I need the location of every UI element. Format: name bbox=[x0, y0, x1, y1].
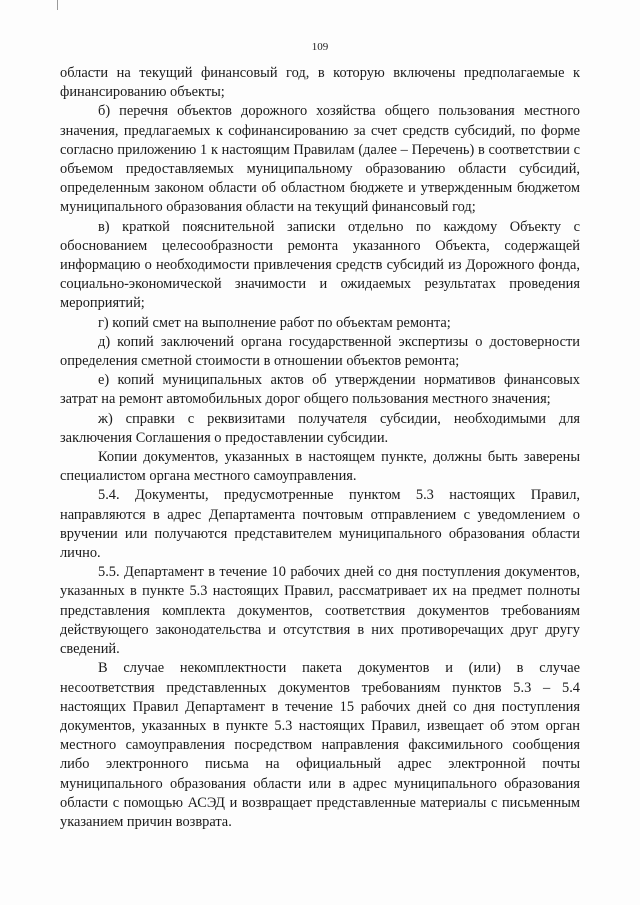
scan-edge-mark bbox=[57, 0, 58, 10]
paragraph-item-zh: ж) справки с реквизитами получателя субсидии, необходимыми для заключения Соглашения о предоставлении субсидии. bbox=[60, 410, 580, 446]
paragraph-item-g: г) копий смет на выполнение работ по объектам ремонта; bbox=[98, 314, 451, 331]
paragraph-copies-certified: Копии документов, указанных в настоящем пункте, должны быть заверены специалистом органа местного самоуправления. bbox=[60, 449, 580, 485]
paragraph-continuation: области на текущий финансовый год, в которую включены предполагаемые к финансированию объекты; bbox=[60, 65, 580, 101]
paragraph-item-d: д) копий заключений органа государственной экспертизы о достоверности определения сметной стоимости в отношении объектов ремонта; bbox=[60, 333, 580, 370]
paragraph-incompleteness: В случае некомплектности пакета документов и (или) в случае несоответствия представленных документов требованиям пунктов 5.3 – 5.4 настоящих Правил Департамент в течение 15 рабочих дней со дня поступления документов, указанных в пункте 5.3 настоящих Правил, извещает об этом орган местного самоуправления посредством направления факсимильного сообщения либо электронного письма на официальный адрес электронной почты муниципального образования области или в адрес муниципального образования области с помощью АСЭД и возвращает представленные материалы с письменным указанием причин возврата. bbox=[60, 660, 580, 830]
paragraph-item-b: б) перечня объектов дорожного хозяйства общего пользования местного значения, предлагаемых к софинансированию за счет средств субсидий, по форме согласно приложению 1 к настоящим Правилам (далее – Перечень) в соответствии с объемом предоставляемых муниципальному образованию области субсидий, определенным законом области об областном бюджете и утвержденным бюджетом муниципального образования области на текущий финансовый год; bbox=[60, 103, 580, 216]
page-number: 109 bbox=[311, 41, 329, 53]
paragraph-5-5: 5.5. Департамент в течение 10 рабочих дней со дня поступления документов, указанных в пункте 5.3 настоящих Правил, рассматривает их на предмет полноты представления комплекта документов, соответствия документов требованиям действующего законодательства и отсутствия в них противоречащих друг другу сведений. bbox=[60, 564, 580, 658]
paragraph-item-v: в) краткой пояснительной записки отдельно по каждому Объекту с обоснованием целесообразности ремонта указанного Объекта, содержащей информацию о необходимости привлечения средств субсидий из Дорожного фонда, социально-экономической значимости и ожидаемых результатах проведения мероприятий; bbox=[60, 218, 580, 312]
paragraph-item-e: е) копий муниципальных актов об утверждении нормативов финансовых затрат на ремонт автомобильных дорог общего пользования местного значения; bbox=[60, 372, 580, 408]
document-body bbox=[60, 64, 580, 832]
paragraph-5-4: 5.4. Документы, предусмотренные пунктом 5.3 настоящих Правил, направляются в адрес Департамента почтовым отправлением с уведомлением о вручении или получаются представителем муниципального образования области лично. bbox=[60, 487, 580, 562]
